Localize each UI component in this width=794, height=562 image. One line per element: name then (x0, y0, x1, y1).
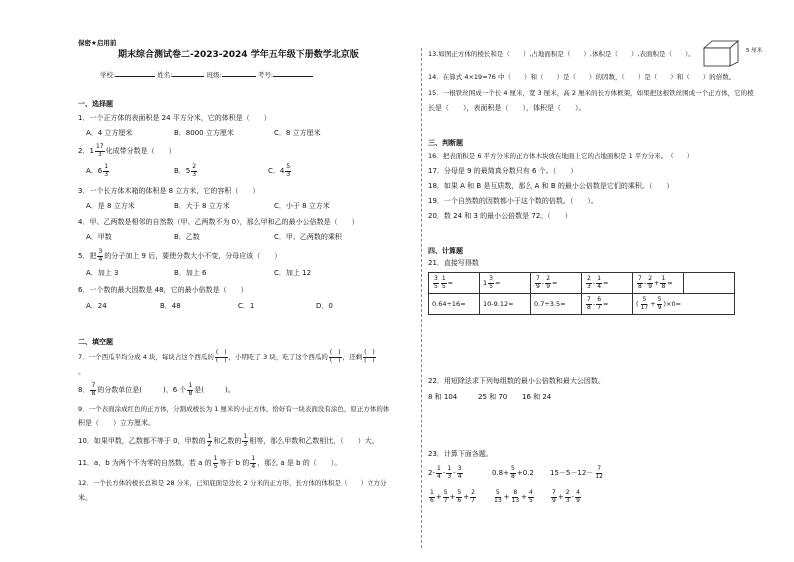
q2-option-c: C．4 $\frac{5}{3}$ (268, 163, 291, 178)
cube-edge-label: 5 厘米 (746, 48, 763, 54)
question-8: 8． $\frac{7}{8}$ 的分数单位是( )，6 个 $\frac{1}{8}$ 是( )。 (78, 382, 235, 397)
question-12: 12．一个长方体的棱长总和是 28 分米，已知底面是边长 2 分米的正方形，长方体的体积是（ ）立方分 (78, 479, 387, 487)
question-15-cont: 长是（ ），表面积是（ ），体积是（ ）。 (428, 104, 586, 112)
table-cell: $\frac{7}{8}$ - $\frac{6}{7}$ = (582, 294, 633, 315)
q23-expr-2: 0.8+ $\frac{5}{8}$ +0.2 (492, 465, 534, 480)
q23-expr-6: $\frac{7}{9}$ + $\frac{2}{3}$ - $\frac{4}{9}$ (552, 489, 580, 504)
q2-option-b: B．5 $\frac{2}{3}$ (174, 163, 197, 178)
question-6: 6．一个数的最大因数是 48，它的最小倍数是（ ） (78, 286, 248, 294)
q2-option-a: A．6 $\frac{1}{3}$ (86, 163, 109, 178)
q1-option-a: A．4 立方厘米 (86, 129, 133, 137)
student-info-row (100, 70, 313, 80)
class-label: 班级: (206, 71, 222, 79)
section-choice-heading: 一、选择题 (78, 100, 113, 108)
question-17: 17．分母是 9 的最简真分数只有 6 个。（ ） (428, 167, 578, 175)
question-10: 10．如果甲数，乙数都不等于 0，甲数的 $\frac{1}{2}$ 和乙数的 $\frac{1}{3}$ 相等，那么甲数和乙数相比，（ ）大。 (78, 433, 379, 448)
question-18: 18．如果 A 和 B 是互质数，那么 A 和 B 的最小公倍数是它们的乘积。（ ） (428, 182, 674, 190)
table-cell: $\frac{2}{3}$ - $\frac{1}{4}$ = (582, 273, 633, 294)
q6-option-b: B．48 (160, 302, 181, 310)
class-field[interactable] (222, 70, 256, 77)
q23-expr-1: 2- $\frac{1}{4}$ - $\frac{1}{3}$ - $\frac{3}{4}$ (428, 465, 462, 480)
q4-option-b: B．乙数 (174, 233, 200, 241)
q1-option-b: B．8000 立方厘米 (174, 129, 234, 137)
question-22: 22．用短除法求下列每组数的最小公倍数和最大公因数。 (428, 377, 605, 385)
table-cell: $\frac{7}{9}$ - $\frac{2}{9}$ = (531, 273, 582, 294)
table-cell: $\frac{7}{8}$ - $\frac{2}{9}$ + $\frac{1}{8}$ = (633, 273, 684, 294)
section-judge-heading: 三、判断题 (428, 139, 463, 147)
question-23: 23．计算下面各题。 (428, 450, 493, 458)
q5-option-a: A．加上 3 (86, 269, 119, 277)
table-cell: 0.7÷3.5= (531, 294, 582, 315)
question-14: 14．在算式 4×19=76 中（ ）和（ ）是（ ）的因数，（ ）是（ ）和（ ）的倍数。 (428, 73, 736, 81)
q6-option-c: C．1 (238, 302, 255, 310)
q23-expr-4: $\frac{1}{6}$ + $\frac{5}{7}$ + $\frac{5}{6}$ + $\frac{2}{7}$ (430, 489, 475, 504)
q23-expr-3: 15－5－12－ $\frac{7}{12}$ (550, 465, 603, 480)
question-13: 13.如图正方体的棱长和是（ ）,占地面积是（ ）,体积是（ ）,表面积是（ ）。 (428, 50, 695, 58)
question-9-cont: 积是（ ）立方厘米。 (78, 419, 155, 427)
q3-option-a: A．是 8 立方米 (86, 202, 135, 210)
exam-no-label: 考号: (257, 71, 274, 79)
question-7-end: 。 (78, 368, 85, 376)
page-title: 期末综合测试卷二-2023-2024 学年五年级下册数学北京版 (118, 50, 359, 60)
question-1: 1．一个正方体的表面积是 24 平方分米，它的体积是（ ） (78, 114, 271, 122)
question-21: 21．直接写得数 (428, 259, 479, 267)
q23-expr-5: $\frac{5}{13}$ + $\frac{8}{13}$ + $\frac{4}{5}$ (494, 489, 533, 504)
table-cell: ( $\frac{5}{17}$ + $\frac{5}{9}$ )×0= (633, 294, 735, 315)
q5-option-b: B．加上 6 (174, 269, 207, 277)
q1-option-c: C．8 立方厘米 (274, 129, 321, 137)
q22-pair-2: 25 和 70 (478, 393, 508, 401)
question-19: 19．一个自然数的因数都小于这个数的倍数。（ ）。 (428, 197, 598, 205)
q6-option-d: D．0 (316, 302, 333, 310)
mental-math-table (428, 272, 735, 315)
q5-option-c: C．加上 12 (274, 269, 312, 277)
school-label: 学校: (100, 71, 116, 79)
table-cell: 0.64÷16= (429, 294, 480, 315)
exam-no-field[interactable] (273, 70, 313, 77)
section-fill-heading: 二、填空题 (78, 338, 113, 346)
question-15: 15．一根铁丝围成一个长 4 厘米，宽 3 厘米，高 2 厘米的长方体框架，如果把这根铁丝围成一个正方体，它的棱 (428, 89, 754, 97)
school-field[interactable] (115, 70, 155, 77)
question-16: 16．把表面积是 6 平方分米的正方体木块放在地面上它的占地面积是 1 平方分米。 （ ） (428, 152, 694, 160)
q6-option-a: A．24 (86, 302, 107, 310)
table-cell: $\frac{3}{5}$ $\frac{1}{5}$ = (429, 273, 480, 294)
q4-option-a: A．甲数 (86, 233, 112, 241)
question-12-cont: 米。 (78, 494, 92, 502)
q22-pair-3: 16 和 24 (522, 393, 552, 401)
table-row (429, 294, 735, 315)
table-cell: 10-9.12= (480, 294, 531, 315)
table-cell (684, 273, 735, 294)
question-20: 20．数 24 和 3 的最小公倍数是 72。（ ） (428, 212, 572, 220)
question-2: 2．1 $\frac{17}{3}$ 化成带分数是（ ） (78, 143, 176, 158)
table-row (429, 273, 735, 294)
name-label: 姓名: (157, 71, 173, 79)
q3-option-c: C．小于 8 立方米 (274, 202, 330, 210)
section-calc-heading: 四、计算题 (428, 247, 463, 255)
q22-pair-1: 8 和 104 (428, 393, 458, 401)
name-field[interactable] (172, 70, 204, 77)
question-3: 3．一个长方体木箱的体积是 8 立方米，它的容积（ ） (78, 187, 260, 195)
question-11: 11．a，b 为两个不为零的自然数，若 a 的 $\frac{1}{5}$ 等于 b 的 $\frac{1}{4}$ ，那么 a 是 b 的（ ）。 (78, 455, 342, 470)
table-cell: 1 $\frac{3}{5}$ = (480, 273, 531, 294)
q3-option-b: B．大于 8 立方米 (174, 202, 230, 210)
cube-figure-icon (702, 38, 742, 68)
question-9: 9．一个表面涂成红色的正方体，分割成棱长为 1 厘米的小正方体，恰好有一块表面没有涂色，原正方体的体 (78, 405, 390, 413)
question-4: 4．甲、乙两数是相邻的自然数（甲、乙两数不为 0），那么甲和乙的最小公倍数是（ ） (78, 218, 359, 226)
question-5: 5．把 $\frac{3}{4}$ 的分子加上 9 后，要使分数大小不变，分母应该（ ） (78, 248, 282, 263)
q4-option-c: C．甲、乙两数的乘积 (274, 233, 342, 241)
column-divider (421, 48, 422, 548)
secret-label: 保密★启用前 (78, 39, 117, 47)
question-7: 7．一个西瓜平均分成 4 块，每块占这个西瓜的 ( ) ( ) ，小明吃了 3 块，吃了这个西瓜的 ( ) ( ) ，还剩 ( ) ( ) (78, 349, 375, 364)
